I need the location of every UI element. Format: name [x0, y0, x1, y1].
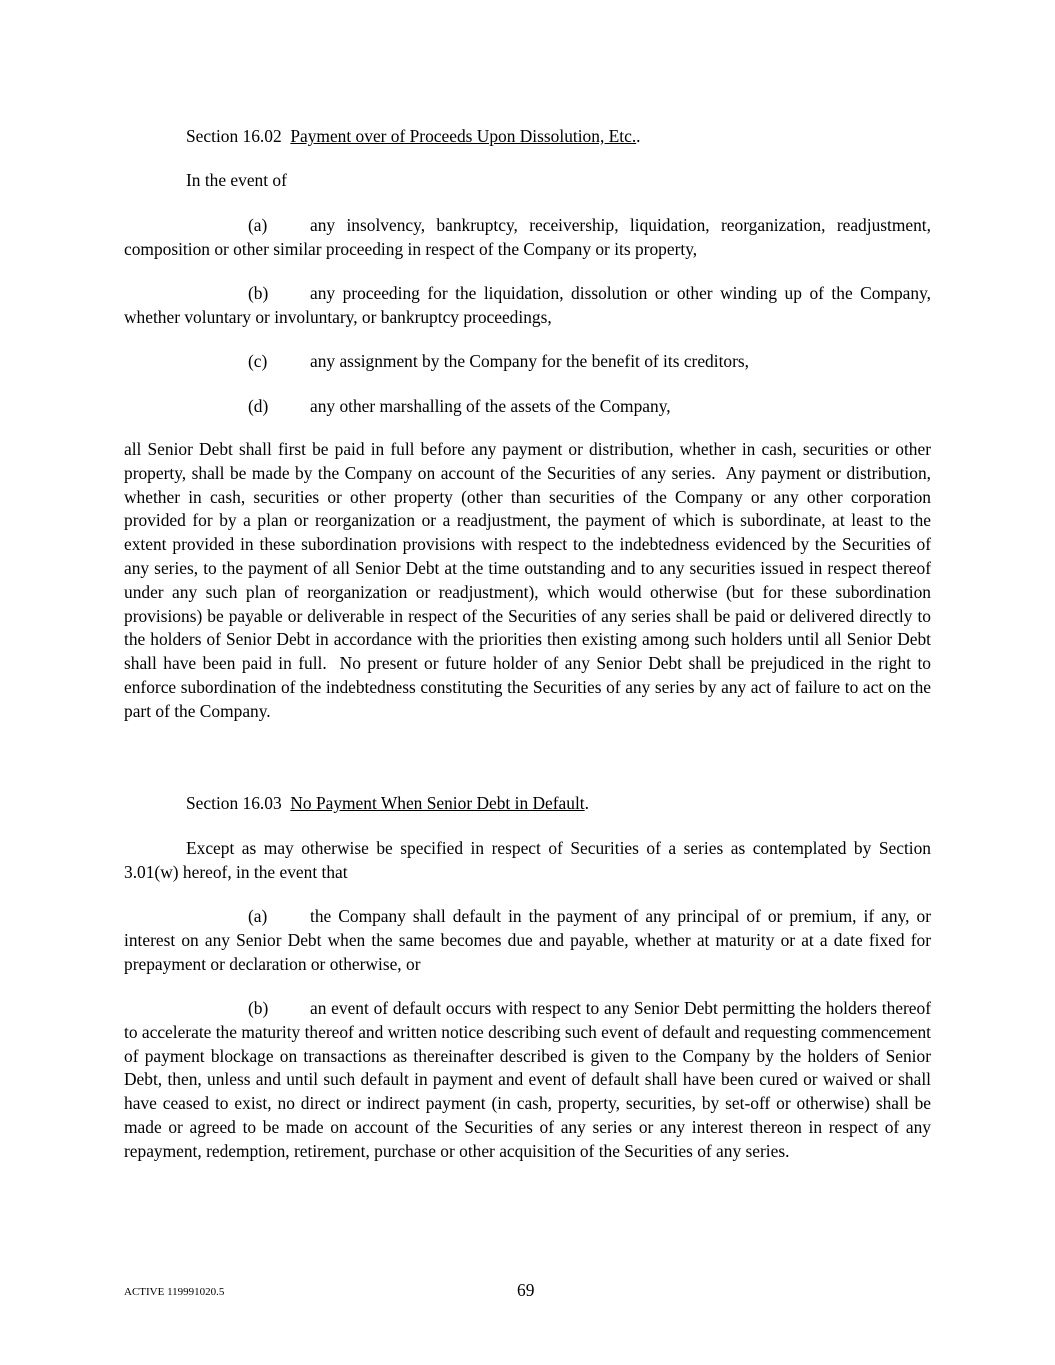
clause-text: an event of default occurs with respect to any Senior Debt permitting the holders thereof to accelerate the maturity thereof and written notice describing such event of default and requesting commencement of payment blockage on transactions as thereinafter described is given to the Company by the holders of Senior Debt, then, unless and until such default in payment and event of default shall have been cured or waived or shall have ceased to exist, no direct or indirect payment (in cash, property, securities, by set-off or otherwise) shall be made or agreed to be made on account of the Securities of any series or any interest thereon in respect of any repayment, redemption, retirement, purchase or other acquisition of the Securities of any series. [124, 998, 931, 1161]
clause-b [124, 282, 931, 330]
clause-text: any proceeding for the liquidation, dissolution or other winding up of the Company, whether voluntary or involuntary, or bankruptcy proceedings, [124, 283, 931, 327]
clause-d [124, 395, 931, 419]
clause-label: (d) [248, 396, 269, 416]
clause-a [124, 214, 931, 262]
title-suffix: . [636, 126, 641, 146]
section-number: Section 16.02 [186, 126, 282, 146]
clause-text: the Company shall default in the payment of any principal of or premium, if any, or interest on any Senior Debt when the same becomes due and payable, whether at maturity or at a date fixed for prepayment or declaration or otherwise, or [124, 906, 931, 974]
clause-label: (a) [248, 215, 268, 235]
intro-paragraph: In the event of [186, 170, 287, 190]
clause-label: (b) [248, 998, 269, 1018]
clause-text: any assignment by the Company for the benefit of its creditors, [310, 351, 750, 371]
section-16-02-heading [124, 125, 931, 149]
intro-paragraph: Except as may otherwise be specified in respect of Securities of a series as contemplated by Section 3.01(w) hereof, in the event that [124, 838, 931, 882]
clause-a [124, 905, 931, 976]
clause-c [124, 350, 931, 374]
clause-label: (b) [248, 283, 269, 303]
clause-label: (a) [248, 906, 268, 926]
clause-text: any other marshalling of the assets of the Company, [310, 396, 671, 416]
title-suffix: . [584, 793, 589, 813]
section-title: Payment over of Proceeds Upon Dissolution, Etc. [290, 126, 637, 146]
clause-text: any insolvency, bankruptcy, receivership, liquidation, reorganization, readjustment, composition or other similar proceeding in respect of the Company or its property, [124, 215, 931, 259]
section-16-03-heading [124, 792, 931, 816]
document-id: ACTIVE 119991020.5 [124, 1286, 225, 1298]
section-number: Section 16.03 [186, 793, 282, 813]
body-paragraph: all Senior Debt shall first be paid in full before any payment or distribution, whether in cash, securities or other property, shall be made by the Company on account of the Securities of any series. Any payment or distribution, whether in cash, securities or other property (other than securities of the Company or any other corporation provided for by a plan or reorganization or a readjustment, the payment of which is subordinate, at least to the extent provided in these subordination provisions with respect to the indebtedness evidenced by the Securities of any series, to the payment of all Senior Debt at the time outstanding and to any securities issued in respect thereof under any such plan of reorganization or readjustment), which would otherwise (but for these subordination provisions) be payable or deliverable in respect of the Securities of any series shall be paid or delivered directly to the holders of Senior Debt in accordance with the priorities then existing among such holders until all Senior Debt shall have been paid in full. No present or future holder of any Senior Debt shall be prejudiced in the right to enforce subordination of the indebtedness constituting the Securities of any series by any act of failure to act on the part of the Company. [124, 439, 936, 721]
clause-label: (c) [248, 351, 268, 371]
section-title: No Payment When Senior Debt in Default [290, 793, 585, 813]
clause-b [124, 997, 931, 1164]
page-number: 69 [517, 1280, 535, 1300]
